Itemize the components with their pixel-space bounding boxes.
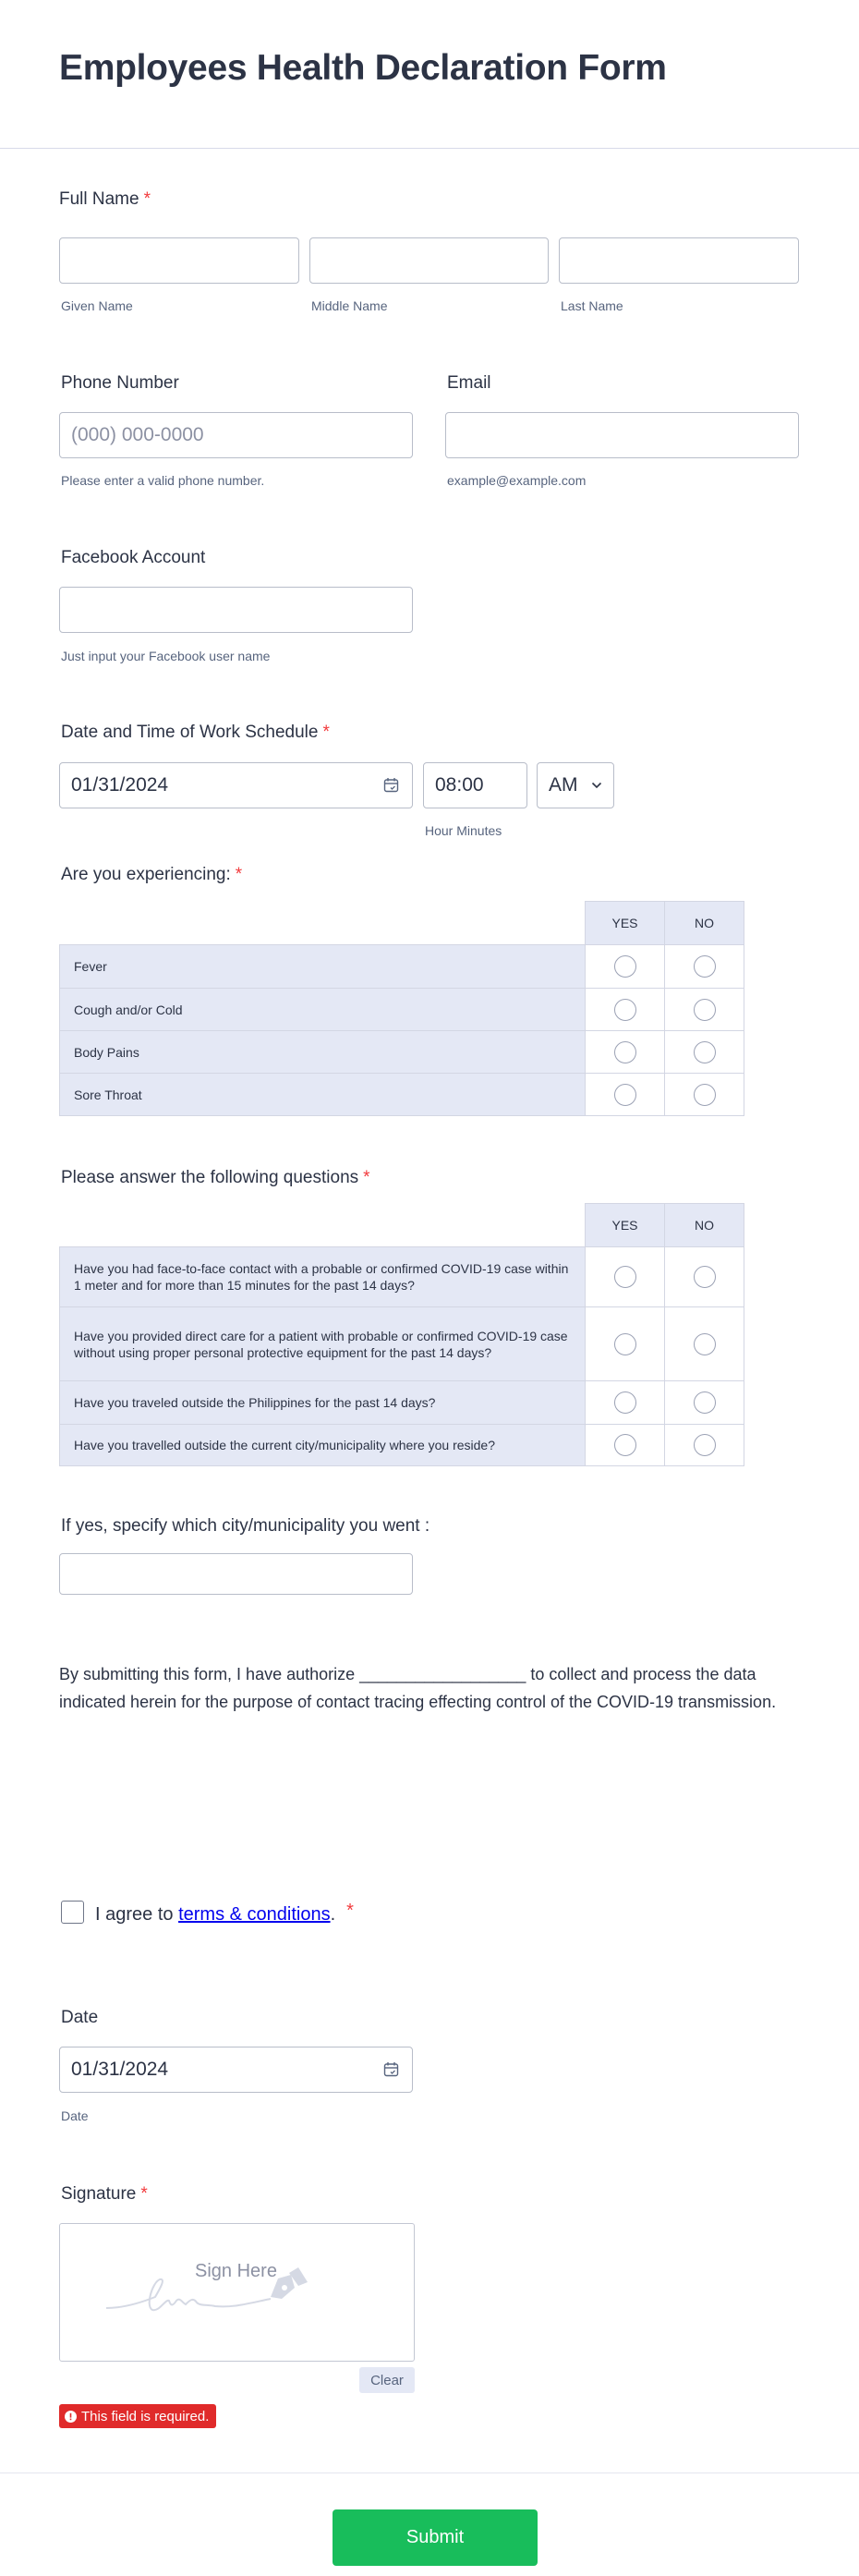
row-label: Have you provided direct care for a patient with probable or confirmed COVID-19 case without using proper personal protective equipment for the past 14 days?: [60, 1307, 586, 1381]
date-input[interactable]: 01/31/2024: [59, 2047, 413, 2093]
signature-label: Signature *: [61, 2184, 148, 2204]
full-name-label: Full Name *: [59, 189, 151, 209]
calendar-icon[interactable]: [383, 777, 399, 793]
radio-yes[interactable]: [614, 955, 636, 978]
last-name-input[interactable]: [559, 237, 799, 284]
phone-input[interactable]: (000) 000-0000: [59, 412, 413, 458]
error-badge: This field is required.: [59, 2404, 216, 2428]
given-name-sublabel: Given Name: [61, 298, 133, 313]
radio-yes[interactable]: [614, 1333, 636, 1355]
row-label: Sore Throat: [60, 1074, 586, 1116]
signature-pen-icon: [104, 2266, 381, 2321]
terms-label: I agree to terms & conditions. *: [95, 1901, 354, 1925]
row-label: Fever: [60, 945, 586, 989]
phone-sublabel: Please enter a valid phone number.: [61, 473, 265, 488]
terms-checkbox[interactable]: [61, 1901, 84, 1924]
calendar-icon[interactable]: [383, 2061, 399, 2077]
city-input[interactable]: [59, 1553, 413, 1595]
middle-name-input[interactable]: [309, 237, 549, 284]
alert-icon: [65, 2411, 77, 2423]
row-label: Have you traveled outside the Philippines for the past 14 days?: [60, 1381, 586, 1425]
column-no: NO: [665, 902, 744, 945]
radio-yes[interactable]: [614, 1434, 636, 1456]
row-label: Have you had face-to-face contact with a probable or confirmed COVID-19 case within 1 meter and for more than 15 minutes for the past 14 days?: [60, 1247, 586, 1307]
chevron-down-icon: [591, 782, 602, 789]
last-name-sublabel: Last Name: [561, 298, 623, 313]
facebook-input[interactable]: [59, 587, 413, 633]
sign-here-placeholder: Sign Here: [195, 2261, 277, 2281]
questions-matrix: [59, 1203, 744, 1466]
time-sublabel: Hour Minutes: [425, 823, 502, 838]
table-row: [60, 945, 744, 989]
radio-yes[interactable]: [614, 1266, 636, 1288]
radio-no[interactable]: [694, 1434, 716, 1456]
radio-no[interactable]: [694, 1084, 716, 1106]
radio-no[interactable]: [694, 1041, 716, 1063]
row-label: Body Pains: [60, 1031, 586, 1074]
phone-label: Phone Number: [61, 373, 179, 393]
date-label: Date: [61, 2008, 99, 2027]
submit-button[interactable]: Submit: [333, 2509, 538, 2566]
symptoms-label: Are you experiencing: *: [61, 865, 243, 884]
date-sublabel: Date: [61, 2108, 89, 2123]
table-row: [60, 989, 744, 1031]
facebook-sublabel: Just input your Facebook user name: [61, 649, 271, 663]
radio-no[interactable]: [694, 999, 716, 1021]
schedule-label: Date and Time of Work Schedule *: [61, 723, 330, 742]
signature-pad[interactable]: [59, 2223, 415, 2362]
symptoms-matrix: [59, 901, 744, 1116]
schedule-date-input[interactable]: 01/31/2024: [59, 762, 413, 808]
row-label: Cough and/or Cold: [60, 989, 586, 1031]
clear-signature-button[interactable]: Clear: [359, 2367, 415, 2393]
table-row: [60, 1247, 744, 1307]
email-sublabel: example@example.com: [447, 473, 587, 488]
given-name-input[interactable]: [59, 237, 299, 284]
table-row: [60, 1425, 744, 1466]
facebook-label: Facebook Account: [61, 548, 206, 567]
radio-no[interactable]: [694, 1333, 716, 1355]
schedule-time-input[interactable]: 08:00: [423, 762, 527, 808]
radio-no[interactable]: [694, 1391, 716, 1414]
table-row: [60, 1031, 744, 1074]
row-label: Have you travelled outside the current city/municipality where you reside?: [60, 1425, 586, 1466]
column-no: NO: [665, 1204, 744, 1247]
table-row: [60, 1381, 744, 1425]
header-divider: [0, 148, 859, 149]
table-row: [60, 1307, 744, 1381]
consent-paragraph: By submitting this form, I have authorize __________________ to collect and process the data indicated herein for the purpose of contact tracing effecting control of the COVID-19 transmission.: [59, 1665, 777, 1711]
email-label: Email: [447, 373, 491, 393]
column-yes: YES: [586, 902, 665, 945]
table-row: [60, 1074, 744, 1116]
radio-no[interactable]: [694, 1266, 716, 1288]
radio-yes[interactable]: [614, 1041, 636, 1063]
city-label: If yes, specify which city/municipality you went :: [61, 1516, 430, 1536]
radio-yes[interactable]: [614, 999, 636, 1021]
column-yes: YES: [586, 1204, 665, 1247]
radio-no[interactable]: [694, 955, 716, 978]
email-input[interactable]: [445, 412, 799, 458]
radio-yes[interactable]: [614, 1391, 636, 1414]
questions-label: Please answer the following questions *: [61, 1168, 370, 1187]
ampm-select[interactable]: AM: [537, 762, 614, 808]
terms-link[interactable]: terms & conditions: [178, 1904, 331, 1925]
middle-name-sublabel: Middle Name: [311, 298, 388, 313]
page-title: Employees Health Declaration Form: [59, 48, 667, 88]
radio-yes[interactable]: [614, 1084, 636, 1106]
